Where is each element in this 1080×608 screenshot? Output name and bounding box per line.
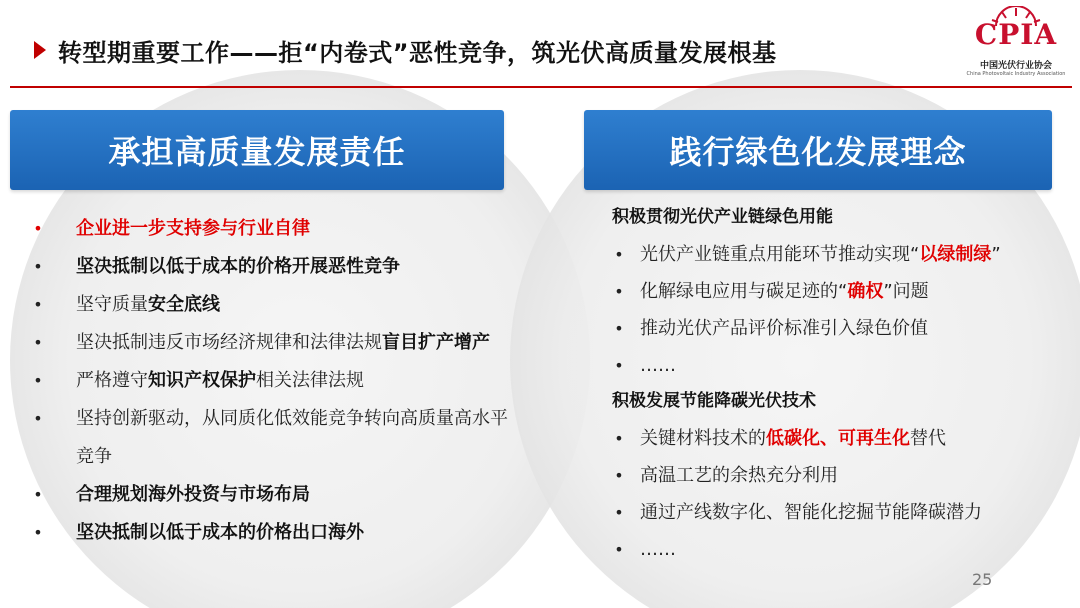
right-list-item	[612, 273, 1072, 310]
item-text-highlight: 确权	[847, 281, 884, 302]
left-list-item	[28, 286, 518, 324]
item-text-plain: 坚守质量	[76, 294, 148, 315]
right-list-item	[612, 457, 1072, 494]
left-list-item	[28, 400, 518, 476]
item-text-plain: ……	[640, 355, 676, 376]
bullet-icon: •	[33, 371, 43, 390]
item-text-plain: ……	[640, 539, 676, 560]
item-text: 坚决抵制以低于成本的价格出口海外	[76, 522, 364, 543]
bullet-icon: •	[33, 333, 43, 352]
title-arrow-icon	[34, 41, 46, 59]
right-list-item	[612, 347, 1072, 384]
item-text-plain: ”	[991, 244, 1001, 265]
item-text-bold: 盲目扩产增产	[382, 332, 490, 353]
item-text	[76, 294, 220, 315]
logo-english-name: China Photovoltaic Industry Association	[966, 71, 1066, 77]
item-text-plain: ”问题	[883, 281, 929, 302]
bullet-icon: •	[33, 523, 43, 542]
item-text-highlight: 以绿制绿	[919, 244, 992, 265]
bullet-icon: •	[33, 257, 43, 276]
item-text-plain: 相关法律法规	[256, 370, 364, 391]
item-text-highlight: 低碳化、可再生化	[766, 428, 910, 449]
bullet-icon: •	[614, 282, 624, 301]
item-text-plain: 严格遵守	[76, 370, 148, 391]
item-text: 坚决抵制以低于成本的价格开展恶性竞争	[76, 256, 400, 277]
left-list-item	[28, 324, 518, 362]
bullet-icon: •	[614, 540, 624, 559]
bullet-icon: •	[614, 356, 624, 375]
item-text-plain: 化解绿电应用与碳足迹的“	[640, 281, 848, 302]
bullet-icon: •	[614, 245, 624, 264]
left-list-item	[28, 514, 518, 552]
page-number: 25	[972, 570, 993, 589]
item-text	[76, 370, 364, 391]
item-text	[76, 332, 490, 353]
bullet-icon: •	[33, 219, 43, 238]
left-list-item	[28, 476, 518, 514]
right-list-item	[612, 236, 1072, 273]
item-text: 坚持创新驱动，从同质化低效能竞争转向高质量高水平竞争	[76, 408, 508, 467]
section-heading: 积极发展节能降碳光伏技术	[612, 391, 816, 411]
bullet-icon: •	[614, 503, 624, 522]
item-text-bold: 知识产权保护	[148, 370, 256, 391]
item-text: 合理规划海外投资与市场布局	[76, 484, 310, 505]
item-text-bold: 安全底线	[148, 294, 220, 315]
left-list-item	[28, 362, 518, 400]
item-text-plain: 坚决抵制违反市场经济规律和法律法规	[76, 332, 382, 353]
right-list-item	[612, 531, 1072, 568]
bullet-icon: •	[33, 295, 43, 314]
right-list-item	[612, 420, 1072, 457]
cpia-logo	[966, 6, 1066, 84]
right-bullet-list	[612, 204, 1072, 568]
item-text-plain: 通过产线数字化、智能化挖掘节能降碳潜力	[640, 502, 982, 523]
bullet-icon: •	[33, 409, 43, 428]
bullet-icon: •	[614, 319, 624, 338]
item-text-plain: 光伏产业链重点用能环节推动实现“	[640, 244, 920, 265]
logo-mark: CPIA	[974, 18, 1058, 51]
item-text: 企业进一步支持参与行业自律	[76, 218, 310, 239]
item-text-plain: 替代	[910, 428, 946, 449]
item-text-plain: 推动光伏产品评价标准引入绿色价值	[640, 318, 928, 339]
bullet-icon: •	[614, 466, 624, 485]
left-list-item	[28, 248, 518, 286]
bullet-icon: •	[614, 429, 624, 448]
left-bullet-list	[28, 210, 518, 552]
logo-chinese-name: 中国光伏行业协会	[979, 61, 1052, 71]
section-heading: 积极贯彻光伏产业链绿色用能	[612, 207, 833, 227]
title-divider	[10, 86, 1072, 88]
slide-title: 转型期重要工作——拒“内卷式”恶性竞争，筑光伏高质量发展根基	[58, 39, 777, 67]
left-list-item	[28, 210, 518, 248]
title-bar	[0, 0, 1080, 92]
item-text-plain: 关键材料技术的	[640, 428, 766, 449]
right-list-item	[612, 494, 1072, 531]
bullet-icon: •	[33, 485, 43, 504]
right-panel-header: 践行绿色化发展理念	[584, 110, 1052, 190]
left-panel-header: 承担高质量发展责任	[10, 110, 504, 190]
item-text-plain: 高温工艺的余热充分利用	[640, 465, 838, 486]
right-list-item	[612, 310, 1072, 347]
